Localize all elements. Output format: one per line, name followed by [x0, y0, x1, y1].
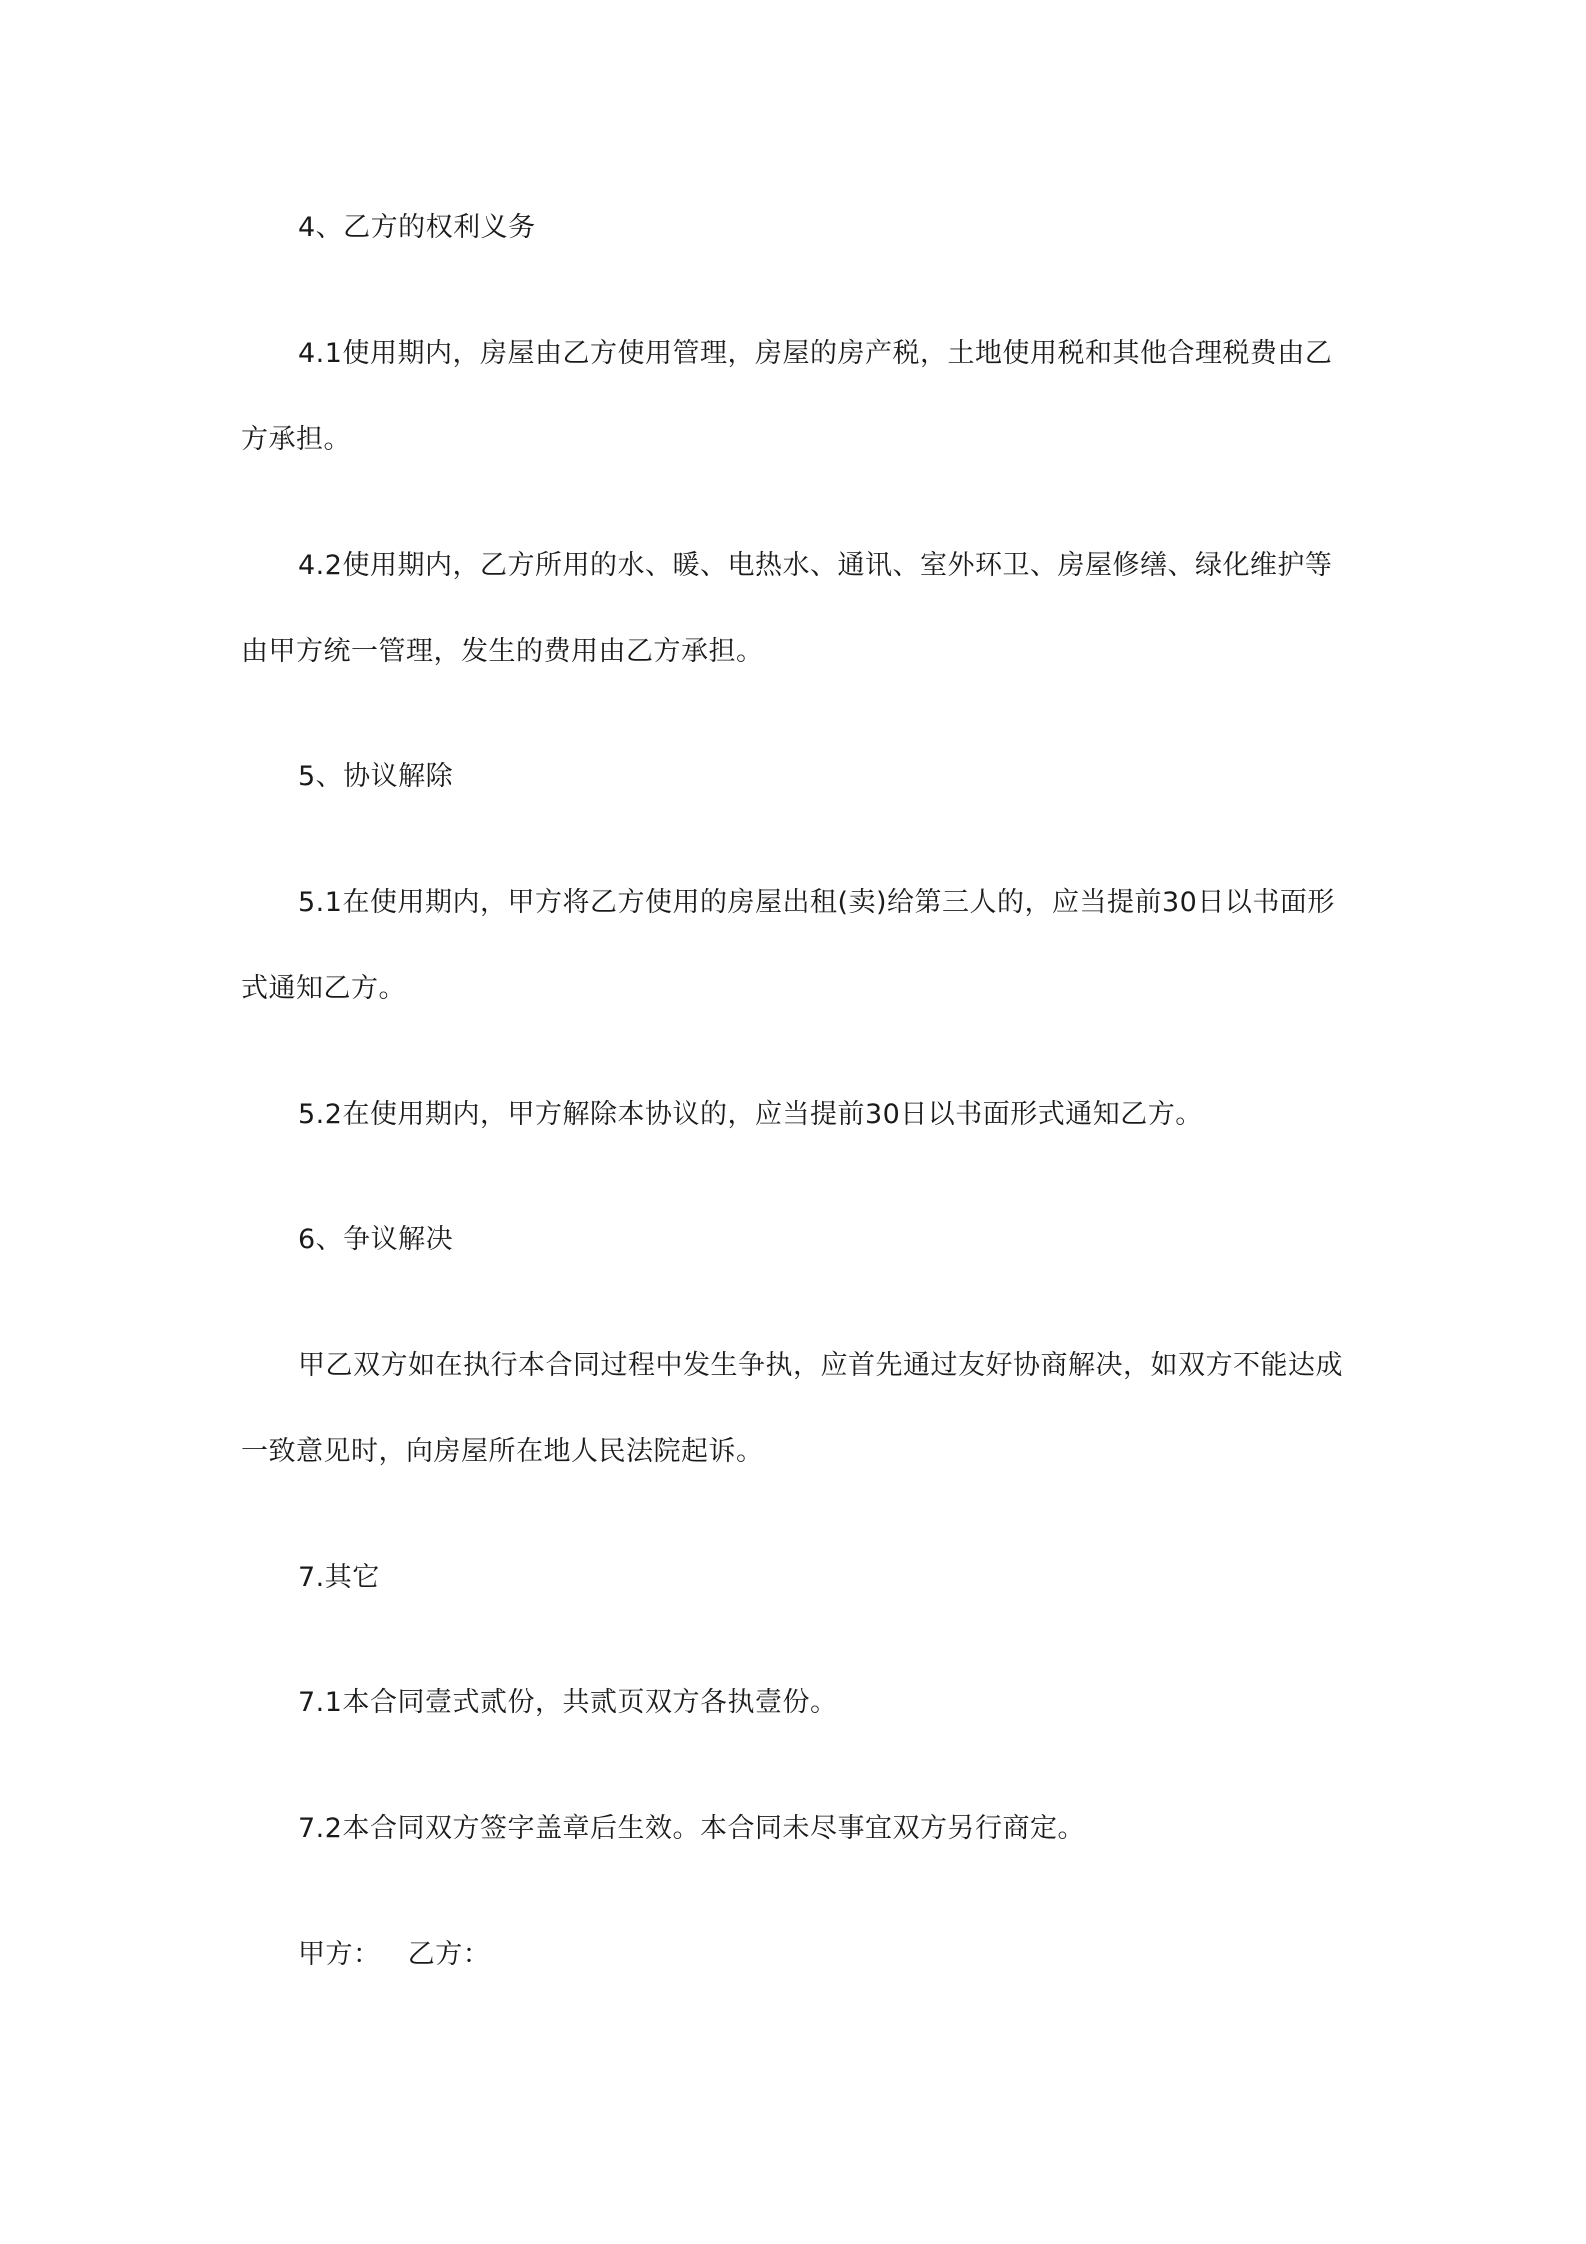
clause-5-1-line-2: 式通知乙方。	[241, 973, 406, 1004]
clause-7-1-line-1: 7.1本合同壹式贰份，共贰页双方各执壹份。	[298, 1687, 838, 1718]
clause-7-2-line-1: 7.2本合同双方签字盖章后生效。本合同未尽事宜双方另行商定。	[298, 1813, 1085, 1844]
clause-4-2-line-1: 4.2使用期内，乙方所用的水、暖、电热水、通讯、室外环卫、房屋修缮、绿化维护等	[298, 550, 1333, 581]
clause-4-1-line-2: 方承担。	[241, 424, 351, 455]
signature-line: 甲方： 乙方：	[298, 1939, 491, 1970]
clause-6-body-line-2: 一致意见时，向房屋所在地人民法院起诉。	[241, 1436, 764, 1467]
section-heading-6: 6、争议解决	[298, 1224, 454, 1255]
section-heading-4: 4、乙方的权利义务	[298, 212, 536, 243]
clause-4-2-line-2: 由甲方统一管理，发生的费用由乙方承担。	[241, 636, 764, 667]
clause-5-1-line-1: 5.1在使用期内，甲方将乙方使用的房屋出租(卖)给第三人的，应当提前30日以书面形	[298, 887, 1335, 918]
clause-4-1-line-1: 4.1使用期内，房屋由乙方使用管理，房屋的房产税，土地使用税和其他合理税费由乙	[298, 338, 1333, 369]
section-heading-7: 7.其它	[298, 1562, 380, 1593]
clause-6-body-line-1: 甲乙双方如在执行本合同过程中发生争执，应首先通过友好协商解决，如双方不能达成	[298, 1350, 1343, 1381]
clause-5-2-line-1: 5.2在使用期内，甲方解除本协议的，应当提前30日以书面形式通知乙方。	[298, 1099, 1203, 1130]
section-heading-5: 5、协议解除	[298, 761, 454, 792]
